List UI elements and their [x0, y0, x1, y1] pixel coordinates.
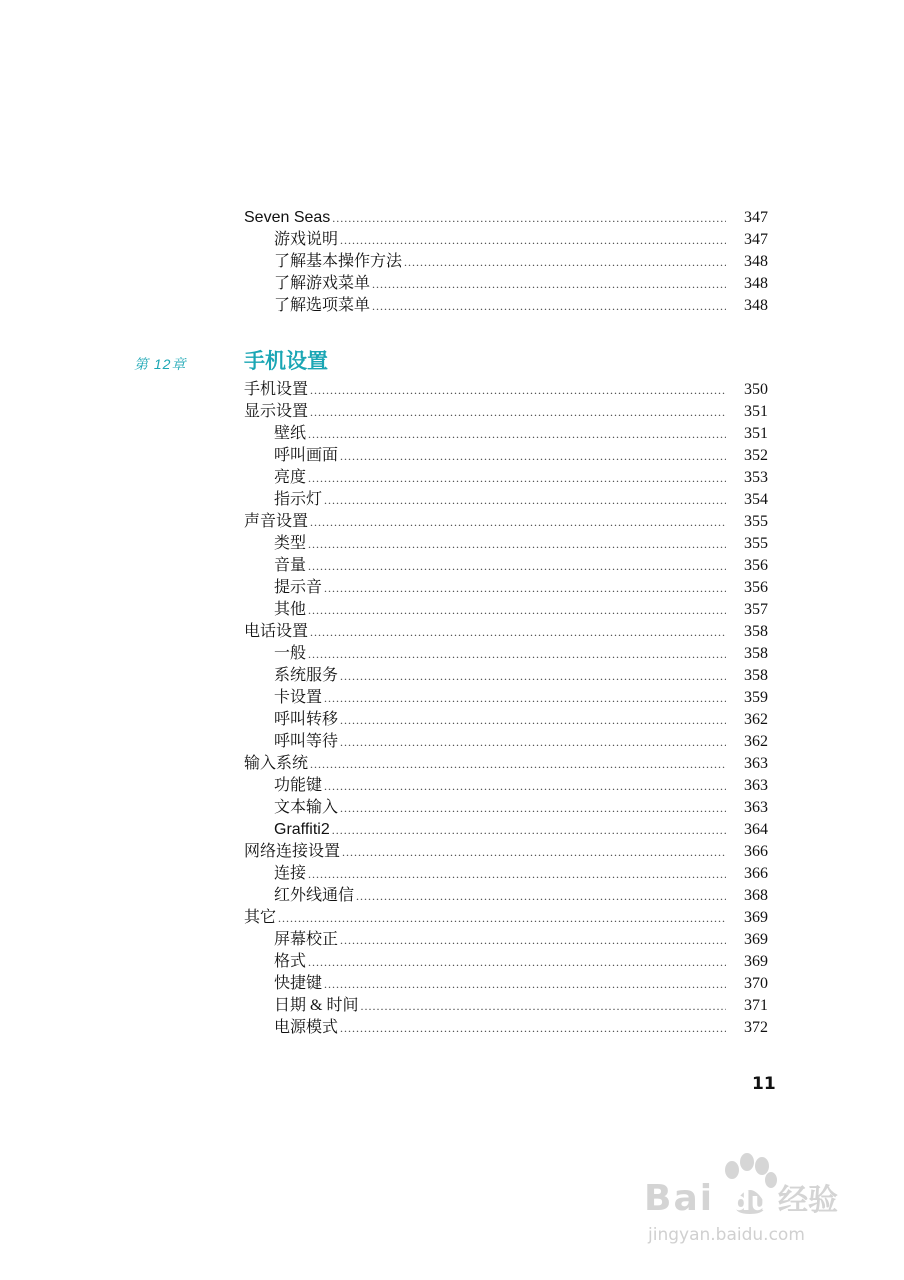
toc-entry-page: 364 — [744, 821, 768, 838]
toc-entry-label: 快捷键 — [274, 975, 323, 992]
toc-entry-page: 355 — [744, 513, 768, 530]
toc-leader-dots — [310, 753, 726, 775]
toc-leader-dots — [308, 643, 726, 665]
toc-entry-page: 363 — [744, 799, 768, 816]
toc-leader-dots — [308, 863, 726, 885]
toc-entry — [244, 423, 768, 445]
toc-leader-dots — [332, 819, 726, 841]
toc-entry — [244, 273, 768, 295]
toc-entry-label: 亮度 — [274, 469, 307, 486]
toc-entry-page: 356 — [744, 579, 768, 596]
toc-entry-label: 壁纸 — [274, 425, 307, 442]
toc-entry-page: 348 — [744, 297, 768, 314]
toc-entry-label: 电源模式 — [274, 1019, 339, 1036]
toc-entry — [244, 753, 768, 775]
toc-entry — [244, 929, 768, 951]
toc-entry — [244, 731, 768, 753]
toc-entry — [244, 775, 768, 797]
toc-entry-label: 呼叫等待 — [274, 733, 339, 750]
toc-entry — [244, 885, 768, 907]
toc-entry-label: 系统服务 — [274, 667, 339, 684]
toc-entry-label: 卡设置 — [274, 689, 323, 706]
toc-entry — [244, 251, 768, 273]
chapter-title: 手机设置 — [244, 349, 328, 373]
toc-entry — [244, 295, 768, 317]
toc-entry-label: 功能键 — [274, 777, 323, 794]
toc-entry — [244, 1017, 768, 1039]
toc-entry-page: 369 — [744, 953, 768, 970]
toc-leader-dots — [310, 621, 726, 643]
toc-entry — [244, 401, 768, 423]
toc-entry-page: 370 — [744, 975, 768, 992]
toc-leader-dots — [340, 709, 726, 731]
toc-entry-label: 屏幕校正 — [274, 931, 339, 948]
toc-entry-page: 350 — [744, 381, 768, 398]
toc-entry — [244, 951, 768, 973]
toc-entry-label: 指示灯 — [274, 491, 323, 508]
toc-entry — [244, 643, 768, 665]
paw-pad-icon — [725, 1161, 739, 1179]
toc-entry-page: 363 — [744, 755, 768, 772]
toc-entry-page: 357 — [744, 601, 768, 618]
watermark-url: jingyan.baidu.com — [648, 1225, 805, 1245]
toc-entry — [244, 797, 768, 819]
toc-entry — [244, 863, 768, 885]
toc-entry-page: 372 — [744, 1019, 768, 1036]
toc-entry — [244, 621, 768, 643]
watermark-brand: Bai — [644, 1178, 715, 1219]
toc-top-section — [244, 207, 768, 317]
toc-entry-label: 显示设置 — [244, 403, 309, 420]
toc-entry-label: 了解基本操作方法 — [274, 253, 403, 270]
toc-entry-page: 371 — [744, 997, 768, 1014]
toc-entry — [244, 907, 768, 929]
toc-entry-label: 其它 — [244, 909, 277, 926]
chapter-tag: 第 12章 — [134, 356, 187, 372]
toc-entry-page: 354 — [744, 491, 768, 508]
toc-entry-label: 日期 & 时间 — [274, 997, 359, 1014]
toc-leader-dots — [342, 841, 726, 863]
toc-entry-page: 369 — [744, 931, 768, 948]
toc-entry-label: 了解选项菜单 — [274, 297, 371, 314]
toc-leader-dots — [340, 731, 726, 753]
toc-entry-label: 格式 — [274, 953, 307, 970]
toc-entry — [244, 841, 768, 863]
toc-leader-dots — [310, 401, 726, 423]
toc-entry-page: 352 — [744, 447, 768, 464]
toc-entry-label: 了解游戏菜单 — [274, 275, 371, 292]
toc-entry — [244, 687, 768, 709]
toc-entry-label: 类型 — [274, 535, 307, 552]
toc-leader-dots — [310, 511, 726, 533]
toc-entry-page: 369 — [744, 909, 768, 926]
toc-entry-page: 348 — [744, 253, 768, 270]
toc-entry — [244, 973, 768, 995]
toc-leader-dots — [356, 885, 726, 907]
toc-entry-page: 362 — [744, 733, 768, 750]
svg-text:du: du — [732, 1187, 770, 1217]
toc-entry-label: 文本输入 — [274, 799, 339, 816]
toc-entry — [244, 207, 768, 229]
toc-entry-label: 输入系统 — [244, 755, 309, 772]
toc-entry-page: 353 — [744, 469, 768, 486]
toc-leader-dots — [308, 555, 726, 577]
toc-leader-dots — [308, 533, 726, 555]
toc-entry-page: 366 — [744, 865, 768, 882]
toc-entry — [244, 709, 768, 731]
toc-entry-label: 音量 — [274, 557, 307, 574]
toc-entry-label: 红外线通信 — [274, 887, 355, 904]
toc-leader-dots — [340, 445, 726, 467]
toc-leader-dots — [340, 229, 726, 251]
toc-leader-dots — [340, 665, 726, 687]
toc-leader-dots — [324, 687, 726, 709]
toc-entry — [244, 577, 768, 599]
toc-entry — [244, 489, 768, 511]
toc-entry — [244, 445, 768, 467]
toc-entry-page: 362 — [744, 711, 768, 728]
toc-entry-page: 358 — [744, 623, 768, 640]
toc-leader-dots — [308, 467, 726, 489]
toc-entry-label: 游戏说明 — [274, 231, 339, 248]
toc-leader-dots — [372, 273, 726, 295]
toc-entry — [244, 229, 768, 251]
toc-entry — [244, 511, 768, 533]
toc-entry-page: 359 — [744, 689, 768, 706]
toc-leader-dots — [360, 995, 726, 1017]
toc-leader-dots — [324, 577, 726, 599]
toc-entry-page: 351 — [744, 425, 768, 442]
toc-entry — [244, 555, 768, 577]
toc-entry-label: 其他 — [274, 601, 307, 618]
toc-leader-dots — [308, 951, 726, 973]
toc-leader-dots — [324, 973, 726, 995]
toc-entry-label: 声音设置 — [244, 513, 309, 530]
toc-leader-dots — [332, 207, 726, 229]
toc-entry-label: 网络连接设置 — [244, 843, 341, 860]
toc-entry — [244, 467, 768, 489]
toc-leader-dots — [308, 423, 726, 445]
toc-leader-dots — [278, 907, 726, 929]
toc-leader-dots — [324, 775, 726, 797]
toc-entry-page: 351 — [744, 403, 768, 420]
toc-entry-page: 348 — [744, 275, 768, 292]
toc-entry — [244, 599, 768, 621]
toc-entry-page: 363 — [744, 777, 768, 794]
toc-entry-label: Seven Seas — [244, 209, 331, 226]
toc-entry-page: 347 — [744, 231, 768, 248]
toc-entry — [244, 665, 768, 687]
toc-leader-dots — [404, 251, 726, 273]
toc-entry-label: 呼叫转移 — [274, 711, 339, 728]
toc-entry-label: Graffiti2 — [274, 821, 330, 838]
toc-leader-dots — [340, 1017, 726, 1039]
toc-entry-page: 368 — [744, 887, 768, 904]
toc-entry-page: 358 — [744, 645, 768, 662]
toc-entry-label: 提示音 — [274, 579, 323, 596]
toc-entry-page: 347 — [744, 209, 768, 226]
toc-entry — [244, 819, 768, 841]
toc-entry-page: 366 — [744, 843, 768, 860]
toc-entry-page: 358 — [744, 667, 768, 684]
toc-leader-dots — [324, 489, 726, 511]
toc-leader-dots — [340, 797, 726, 819]
toc-leader-dots — [310, 379, 726, 401]
toc-chapter-section — [244, 379, 768, 1039]
toc-leader-dots — [372, 295, 726, 317]
toc-entry-label: 连接 — [274, 865, 307, 882]
toc-entry-label: 电话设置 — [244, 623, 309, 640]
baidu-jingyan-watermark — [640, 1140, 870, 1250]
toc-entry — [244, 995, 768, 1017]
toc-entry-label: 呼叫画面 — [274, 447, 339, 464]
toc-leader-dots — [340, 929, 726, 951]
page-number: 11 — [752, 1074, 776, 1094]
toc-entry — [244, 379, 768, 401]
toc-entry-page: 355 — [744, 535, 768, 552]
toc-leader-dots — [308, 599, 726, 621]
toc-entry-page: 356 — [744, 557, 768, 574]
toc-entry-label: 手机设置 — [244, 381, 309, 398]
toc-entry-label: 一般 — [274, 645, 307, 662]
svg-text:经验: 经验 — [778, 1183, 838, 1218]
toc-entry — [244, 533, 768, 555]
